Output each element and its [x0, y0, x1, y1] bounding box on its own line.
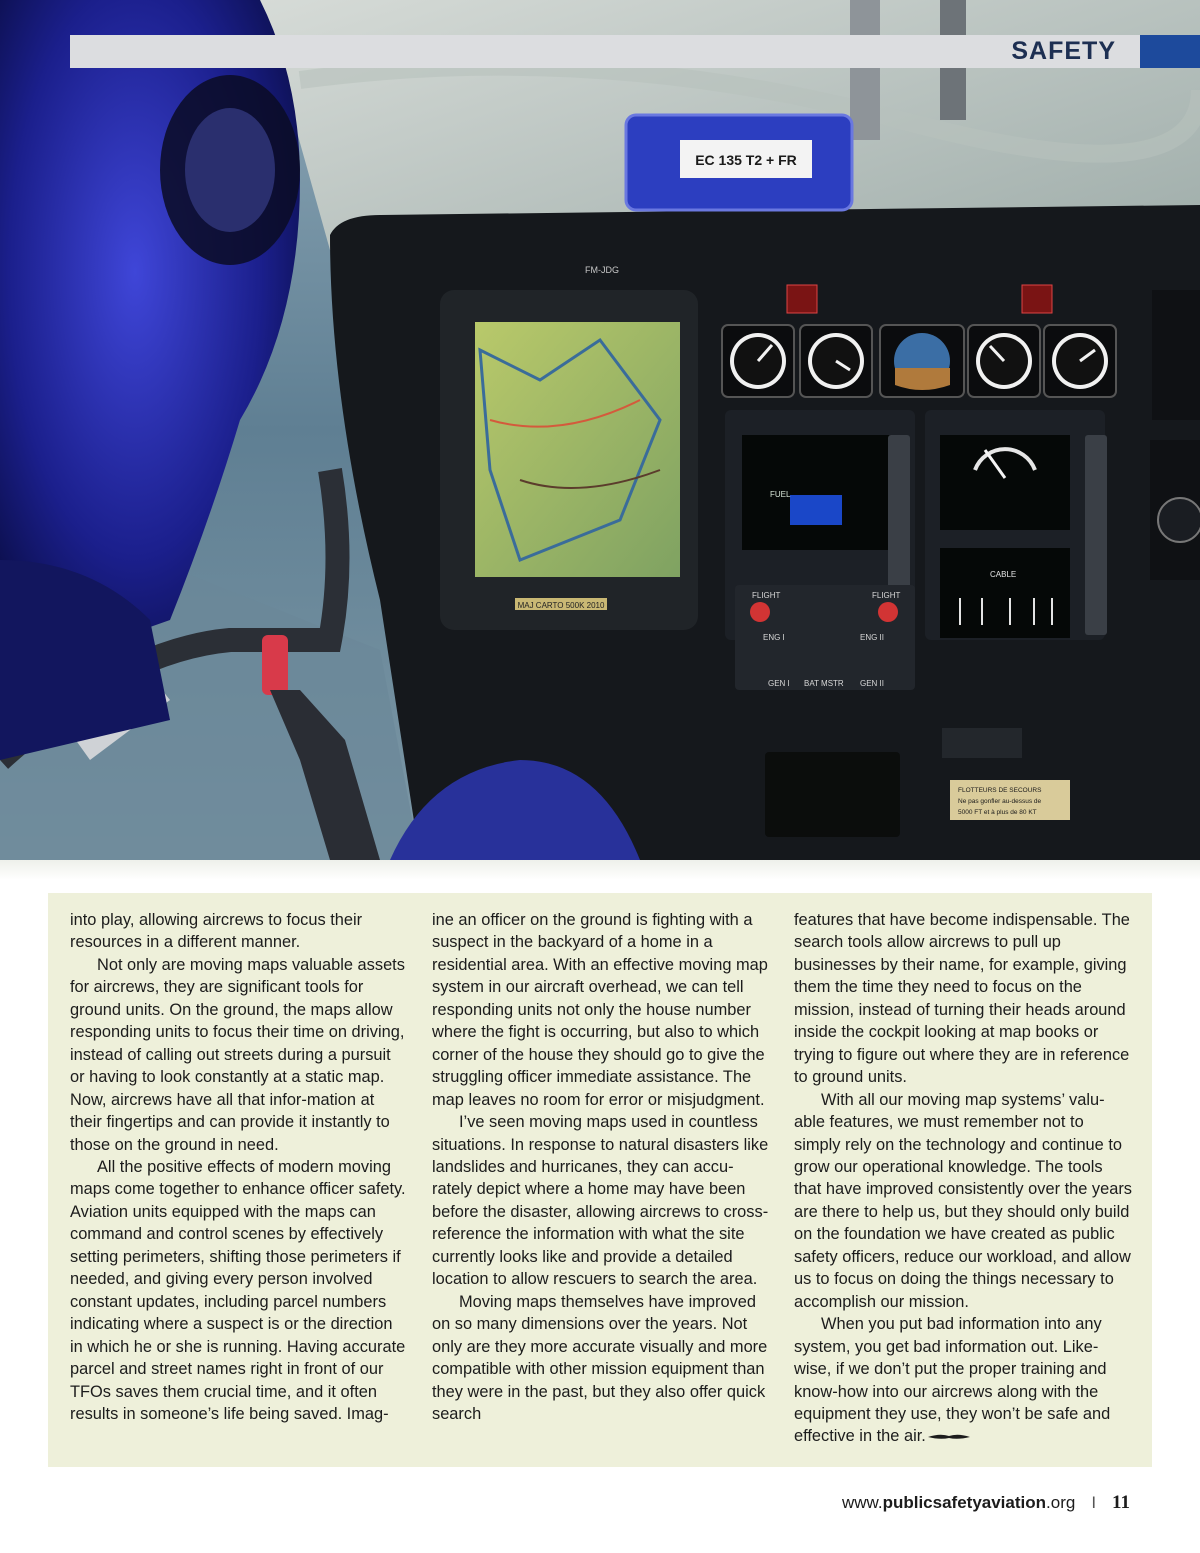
placard-text: EC 135 T2 + FR: [695, 152, 797, 168]
paragraph: Moving maps themselves have improved on so many dimensions over the years. Not only are they more accurate visually and more compatible with other mission equipment than they were in the past, but they also offer quick search: [432, 1292, 768, 1423]
top-label: FM-JDG: [585, 265, 619, 275]
eng2-label: ENG II: [860, 633, 885, 642]
paragraph: With all our moving map systems’ valu-able features, we must remember not to simply rely on the technology and continue to grow our operational knowledge. The tools that have improved consistently over the years are there to help us, but they should only build on the foundation we have created as public safety officers, reduce our workload, and allow us to focus on doing the things necessary to accomplish our mission.: [794, 1090, 1133, 1311]
paragraph: All the positive effects of modern moving maps come together to enhance officer safety. Aviation units equipped with the maps can command and control scenes by effectively setting perimeters, shifting those perimeters if needed, and giving every person involved constant updates, including parcel numbers indicating where a suspect is or the direction in which he or she is running. Having accurate parcel and street names right in front of our TFOs saves them crucial time, and it often results in someone’s life being saved. Imag-: [70, 1157, 406, 1423]
section-header-bar: [70, 35, 1140, 68]
bat-label: BAT MSTR: [804, 679, 844, 688]
map-caption: MAJ CARTO 500K 2010: [517, 601, 605, 610]
section-title: SAFETY: [1011, 37, 1116, 65]
footer-url-prefix: www.: [841, 1493, 883, 1512]
footer-url-domain: publicsafetyaviation: [882, 1493, 1047, 1512]
footer-separator: I: [1091, 1493, 1097, 1512]
paragraph: into play, allowing aircrews to focus their resources in a different manner.: [70, 911, 363, 952]
paragraph: ine an officer on the ground is fighting with a suspect in the backyard of a home in a residential area. With an effective moving map system in our aircraft overhead, we can tell responding units not only the house number where the fight is occurring, but also to which corner of the house they should go to give the struggling officer immediate assistance. The map leaves no room for error or misjudgment.: [432, 911, 768, 1109]
floats-line-1: FLOTTEURS DE SECOURS: [958, 787, 1042, 794]
paragraph: I’ve seen moving maps used in countless situations. In response to natural disasters like landslides and hurricanes, they can accu-rately depict where a home may have been before the disaster, allowing aircrews to cross-reference the information with what the site currently looks like and provide a detailed location to allow rescuers to search the area.: [432, 1113, 769, 1289]
cable-label: CABLE: [990, 570, 1017, 579]
fuel-label: FUEL: [770, 490, 791, 499]
paragraph: features that have become indispensable. The search tools allow aircrews to pull up businesses by their name, for example, giving them the time they need to focus on the mission, instead of turning their heads around inside the cockpit looking at map books or trying to figure out where they are in reference to ground units.: [794, 911, 1130, 1087]
article-column-3: [794, 909, 1132, 1448]
page-number: 11: [1112, 1492, 1130, 1513]
article-column-1: [70, 909, 408, 1425]
floats-line-3: 5000 FT et à plus de 80 KT: [958, 809, 1037, 816]
footer-url-suffix: .org: [1046, 1493, 1076, 1512]
flight-right-label: FLIGHT: [872, 591, 901, 600]
wings-end-mark-icon: [928, 1432, 970, 1442]
floats-line-2: Ne pas gonfler au-dessus de: [958, 798, 1042, 805]
flight-left-label: FLIGHT: [752, 591, 781, 600]
paragraph: [794, 1313, 1132, 1448]
photo-edge: [0, 860, 1200, 880]
article-column-2: [432, 909, 770, 1425]
gen2-label: GEN II: [860, 679, 885, 688]
gen1-label: GEN I: [768, 679, 790, 688]
paragraph: Not only are moving maps valuable assets for aircrews, they are significant tools for ground units. On the ground, the maps allow responding units to focus their time on driving, instead of calling out streets during a pursuit or having to look constantly at a static map. Now, aircrews have all that infor-mation at their fingertips and can provide it instantly to those on the ground in need.: [70, 955, 405, 1154]
section-accent-tab: [1140, 35, 1200, 68]
eng1-label: ENG I: [763, 633, 785, 642]
paragraph-text: When you put bad information into any system, you get bad information out. Like-wise, if we don’t put the proper training and know-how into our aircrews along with the equipment they use, they won’t be safe and effective in the air.: [794, 1315, 1111, 1446]
page-footer: [842, 1490, 1130, 1516]
